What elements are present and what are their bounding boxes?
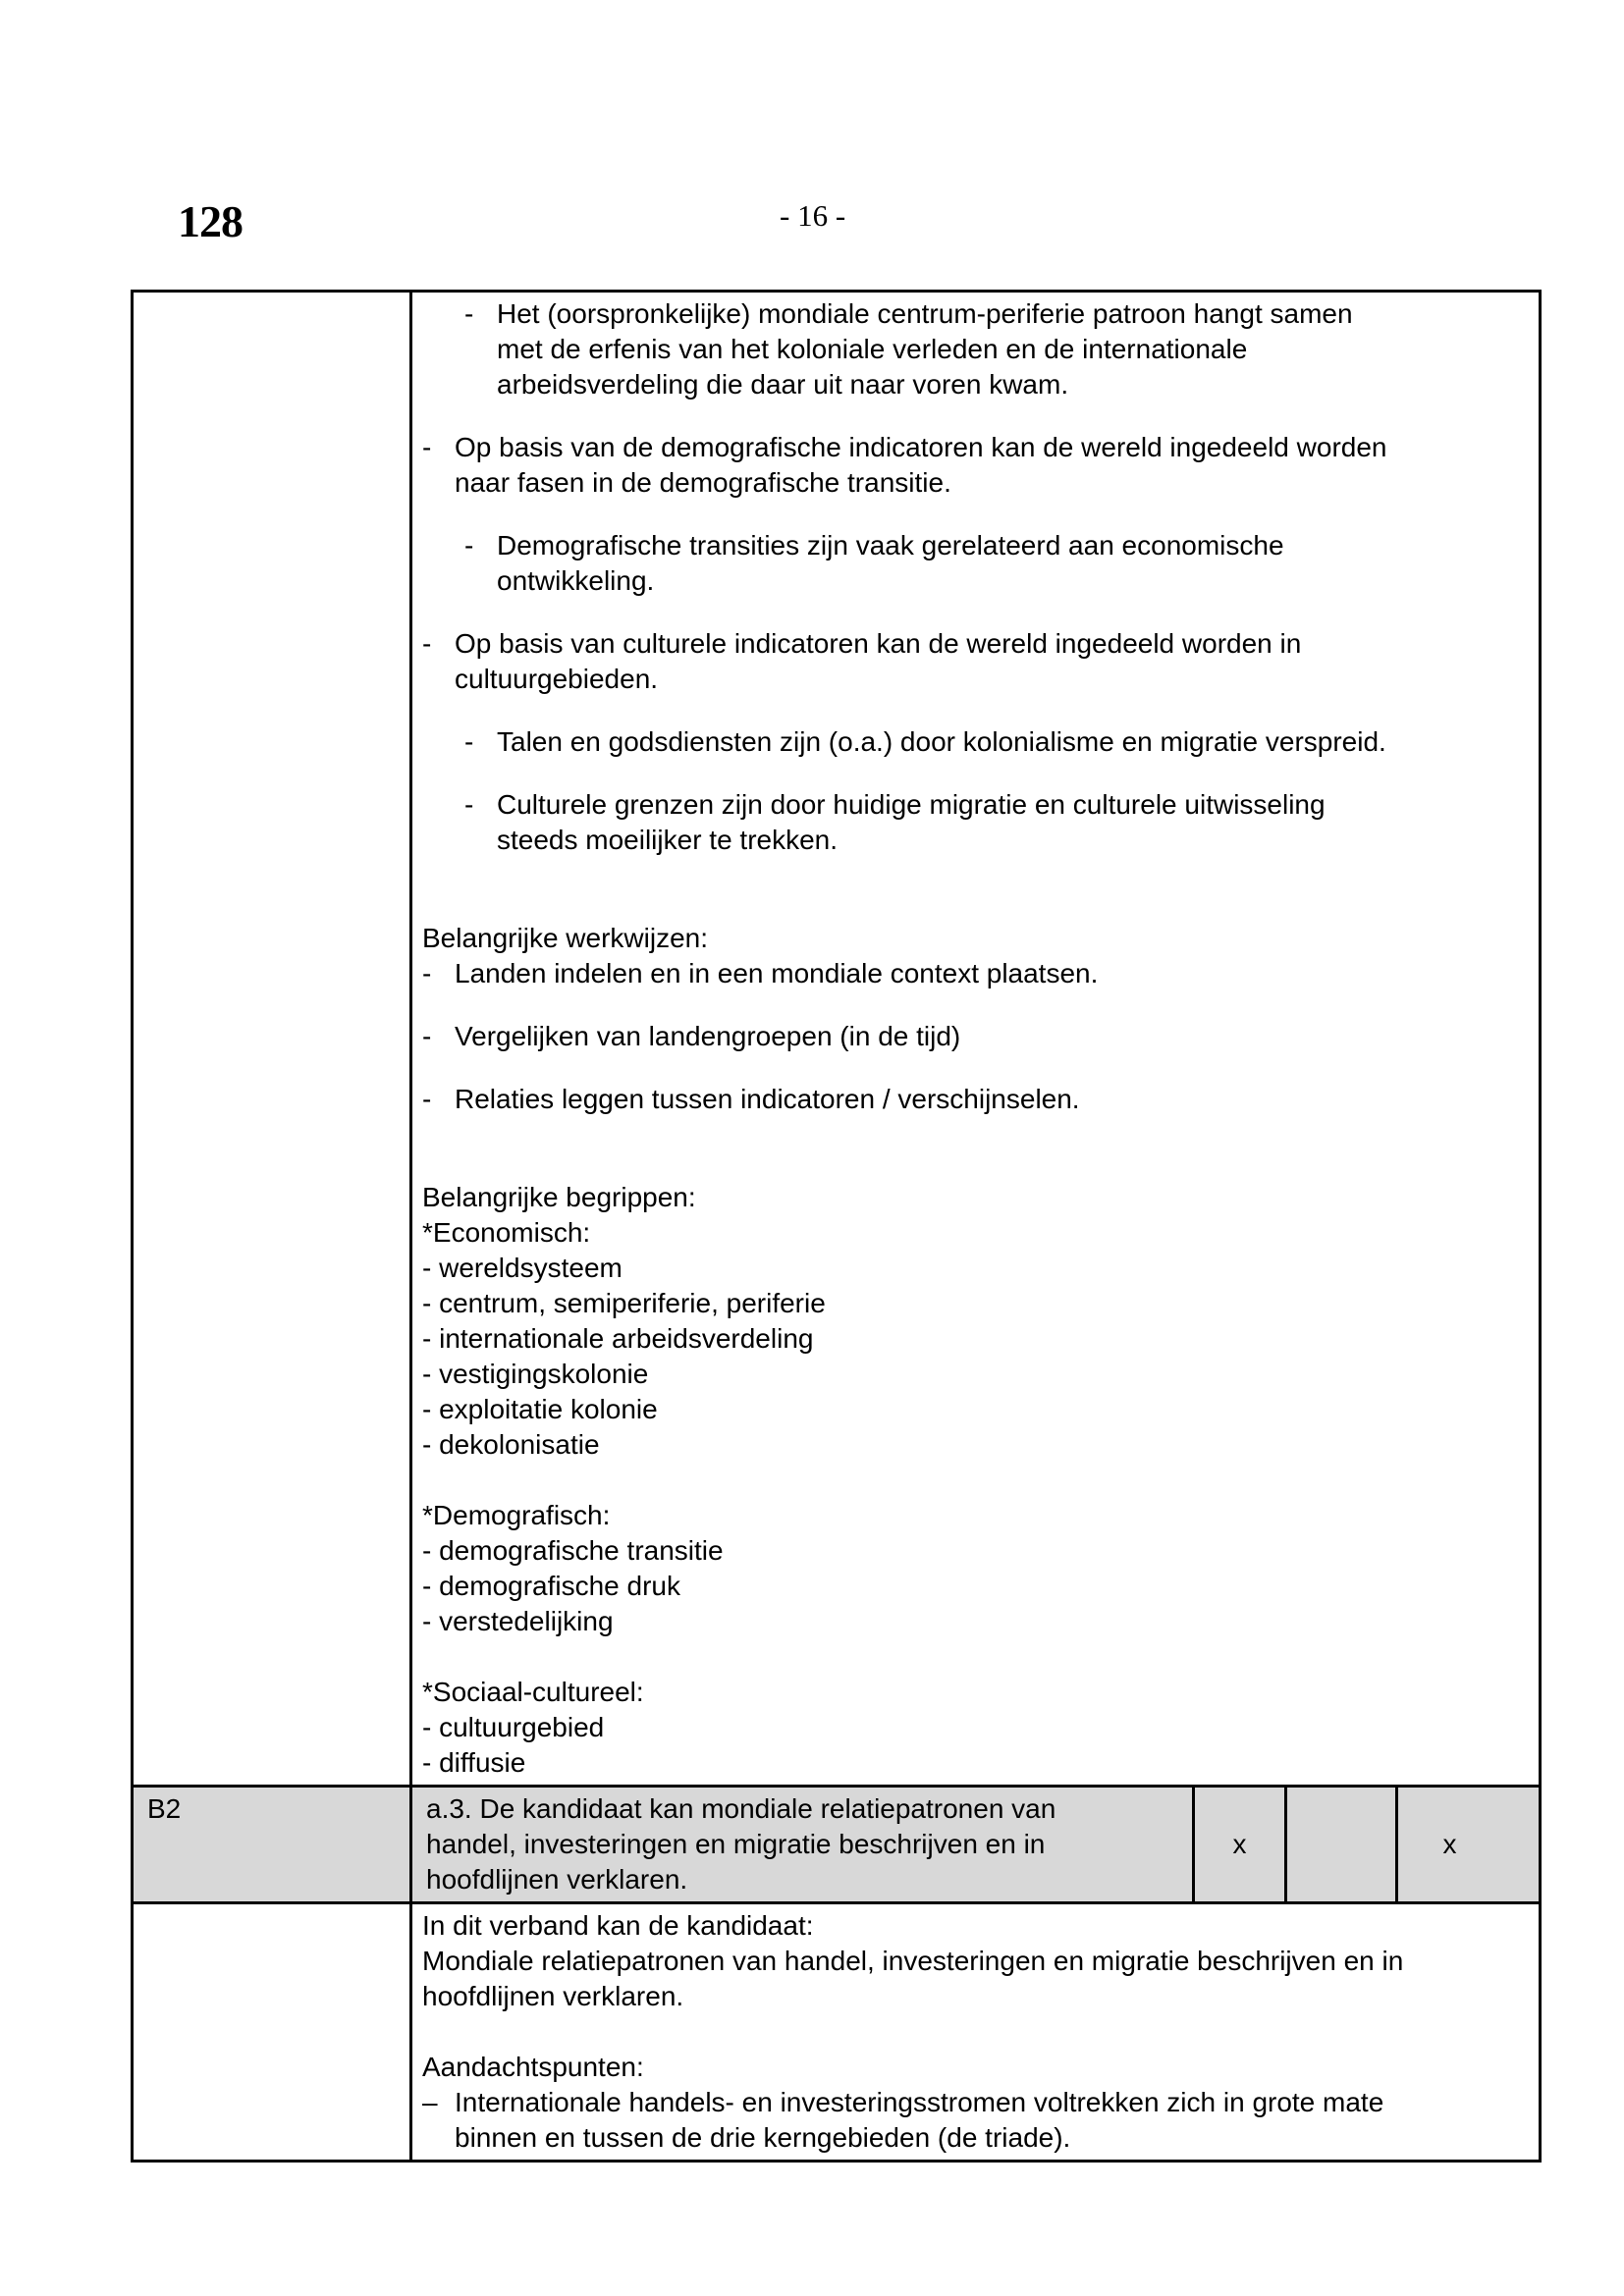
table-row-continuation [134, 293, 1539, 1785]
code-cell-empty [134, 1904, 412, 2160]
content-cell [412, 293, 1539, 1785]
economisch-heading: *Economisch: [422, 1217, 591, 1248]
bullet-dash: - [464, 789, 474, 820]
text-line: Talen en godsdiensten zijn (o.a.) door kolonialisme en migratie verspreid. [497, 726, 1386, 757]
text-line: met de erfenis van het koloniale verleden en de internationale [497, 334, 1248, 364]
demografisch-heading: *Demografisch: [422, 1500, 611, 1530]
text-line: a.3. De kandidaat kan mondiale relatiepatronen van [426, 1793, 1056, 1824]
text-line: Demografische transities zijn vaak gerelateerd aan economische [497, 530, 1284, 561]
werkwijze-text: Landen indelen en in een mondiale context plaatsen. [455, 958, 1099, 988]
text-line: naar fasen in de demografische transitie. [455, 467, 951, 498]
werkwijzen-heading: Belangrijke werkwijzen: [422, 923, 709, 953]
bullet-dash: - [422, 432, 432, 462]
mark-cell-2 [1284, 1788, 1395, 1901]
aandachtspunten-heading: Aandachtspunten: [422, 2052, 644, 2082]
werkwijze-item [422, 1019, 1527, 1054]
text-line: Mondiale relatiepatronen van handel, investeringen en migratie beschrijven en in [422, 1946, 1404, 1976]
text-line: arbeidsverdeling die daar uit naar voren kwam. [497, 369, 1069, 400]
bullet-dash: – [422, 2087, 438, 2117]
werkwijze-text: Relaties leggen tussen indicatoren / verschijnselen. [455, 1084, 1080, 1114]
table-row-b2 [134, 1785, 1539, 1904]
code-cell [134, 1788, 412, 1901]
page-index: - 16 - [780, 198, 846, 233]
sub-bullet-languages-religions [464, 724, 1527, 760]
bullet-cultural-indicators [422, 626, 1527, 697]
sub-bullet-colonial-heritage [464, 296, 1527, 402]
bullet-dash: - [422, 1084, 432, 1114]
text-line: Op basis van de demografische indicatoren kan de wereld ingedeeld worden [455, 432, 1387, 462]
bullet-demographic-indicators [422, 430, 1527, 501]
begrip-item: - dekolonisatie [422, 1429, 600, 1460]
text-line: steeds moeilijker te trekken. [497, 825, 839, 855]
objective-cell [412, 1788, 1539, 1901]
bullet-dash: - [464, 298, 474, 329]
bullet-dash: - [464, 530, 474, 561]
text-line: handel, investeringen en migratie beschrijven en in [426, 1829, 1046, 1859]
text-line: Culturele grenzen zijn door huidige migratie en culturele uitwisseling [497, 789, 1326, 820]
begrip-item: - exploitatie kolonie [422, 1394, 658, 1424]
bullet-dash: - [422, 628, 432, 659]
mark-cell-3: x [1395, 1788, 1501, 1901]
werkwijze-item [422, 1082, 1527, 1117]
bullet-dash: - [464, 726, 474, 757]
sub-bullet-cultural-borders [464, 787, 1527, 858]
text-line: ontwikkeling. [497, 565, 655, 596]
begrip-item: - verstedelijking [422, 1606, 614, 1636]
page-number: 128 [178, 196, 243, 246]
text-line: Internationale handels- en investeringsstromen voltrekken zich in grote mate [455, 2087, 1384, 2117]
begrip-item: - demografische druk [422, 1571, 681, 1601]
text-line: Op basis van culturele indicatoren kan de wereld ingedeeld worden in [455, 628, 1302, 659]
werkwijze-text: Vergelijken van landengroepen (in de tijd) [455, 1021, 961, 1051]
begrip-item: - internationale arbeidsverdeling [422, 1323, 814, 1354]
begrip-item: - vestigingskolonie [422, 1359, 649, 1389]
sub-bullet-demographic-transitions [464, 528, 1527, 599]
objective-description [412, 1788, 1192, 1901]
begrip-item: - centrum, semiperiferie, periferie [422, 1288, 826, 1318]
bullet-dash: - [422, 1021, 432, 1051]
text-line: Het (oorspronkelijke) mondiale centrum-periferie patroon hangt samen [497, 298, 1353, 329]
mark-cell-1: x [1192, 1788, 1284, 1901]
text-line: binnen en tussen de drie kerngebieden (de triade). [455, 2122, 1071, 2153]
intro-line: In dit verband kan de kandidaat: [422, 1910, 814, 1941]
begrip-item: - cultuurgebied [422, 1712, 605, 1742]
bullet-dash: - [422, 958, 432, 988]
text-line: hoofdlijnen verklaren. [422, 1981, 684, 2011]
begrippen-list [422, 1180, 1527, 1781]
curriculum-table [131, 290, 1542, 2163]
begrip-item: - wereldsysteem [422, 1253, 623, 1283]
werkwijze-item [422, 956, 1527, 991]
text-line: cultuurgebieden. [455, 664, 659, 694]
table-row-explanation [134, 1904, 1539, 2160]
code-cell-empty [134, 293, 412, 1785]
begrippen-heading: Belangrijke begrippen: [422, 1182, 696, 1212]
text-line: hoofdlijnen verklaren. [426, 1864, 688, 1895]
begrip-item: - demografische transitie [422, 1535, 724, 1566]
content-cell [412, 1904, 1539, 2160]
aandachtspunt-item [422, 2085, 1527, 2156]
objective-code: B2 [147, 1793, 182, 1824]
begrip-item: - diffusie [422, 1747, 526, 1778]
sociaal-heading: *Sociaal-cultureel: [422, 1677, 644, 1707]
